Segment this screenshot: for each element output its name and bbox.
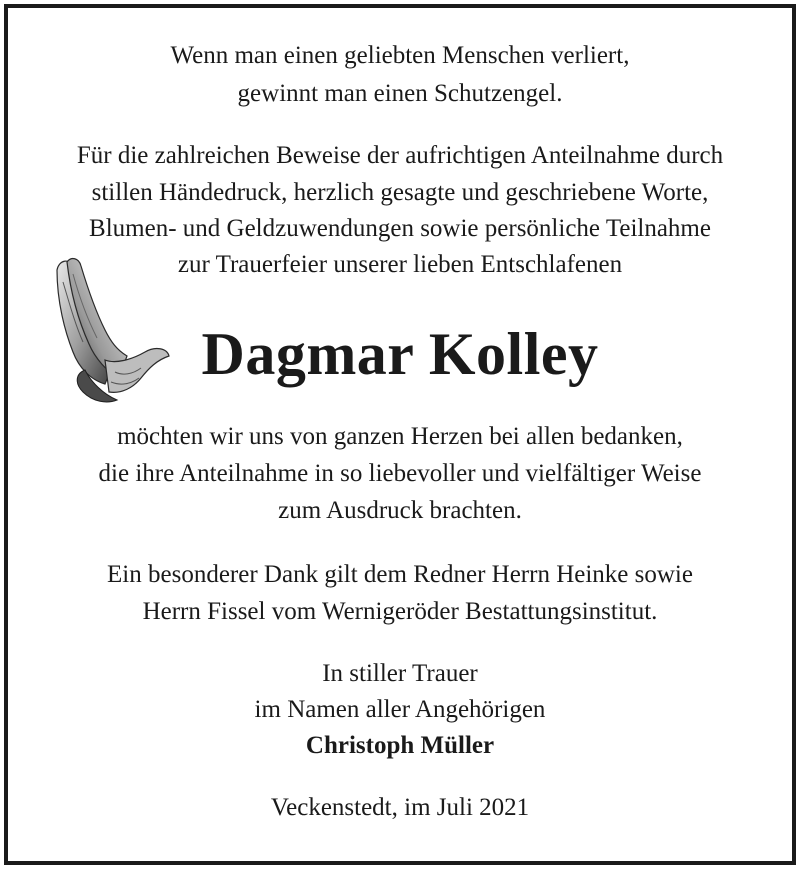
thanks-body-line-3: zum Ausdruck brachten. [278, 497, 522, 524]
thanks-body-line-1: möchten wir uns von ganzen Herzen bei allen bedanken, [117, 423, 683, 450]
closing-line-1: In stiller Trauer [322, 660, 478, 687]
special-thanks-line-1: Ein besonderer Dank gilt dem Redner Herrn Heinke sowie [107, 561, 693, 588]
thanks-intro-line-1: Für die zahlreichen Beweise der aufrichtigen Anteilnahme durch [76, 142, 724, 169]
thanks-intro-line-3: Blumen- und Geldzuwendungen sowie persönliche Teilnahme [89, 215, 711, 242]
place-date: Veckenstedt, im Juli 2021 [270, 794, 530, 821]
deceased-name: Dagmar Kolley [201, 321, 599, 387]
thanks-body-line-2: die ihre Anteilnahme in so liebevoller und vielfältiger Weise [98, 460, 702, 487]
verse-line-1: Wenn man einen geliebten Menschen verliert, [170, 42, 630, 69]
closing-line-2: im Namen aller Angehörigen [254, 696, 546, 723]
verse-line-2: gewinnt man einen Schutzengel. [237, 80, 563, 107]
thanks-intro-line-4: zur Trauerfeier unserer lieben Entschlafenen [177, 251, 623, 278]
thanks-intro-line-2: stillen Händedruck, herzlich gesagte und geschriebene Worte, [91, 179, 709, 206]
signer-name: Christoph Müller [305, 732, 495, 759]
special-thanks-line-2: Herrn Fissel vom Wernigeröder Bestattungsinstitut. [142, 598, 658, 625]
